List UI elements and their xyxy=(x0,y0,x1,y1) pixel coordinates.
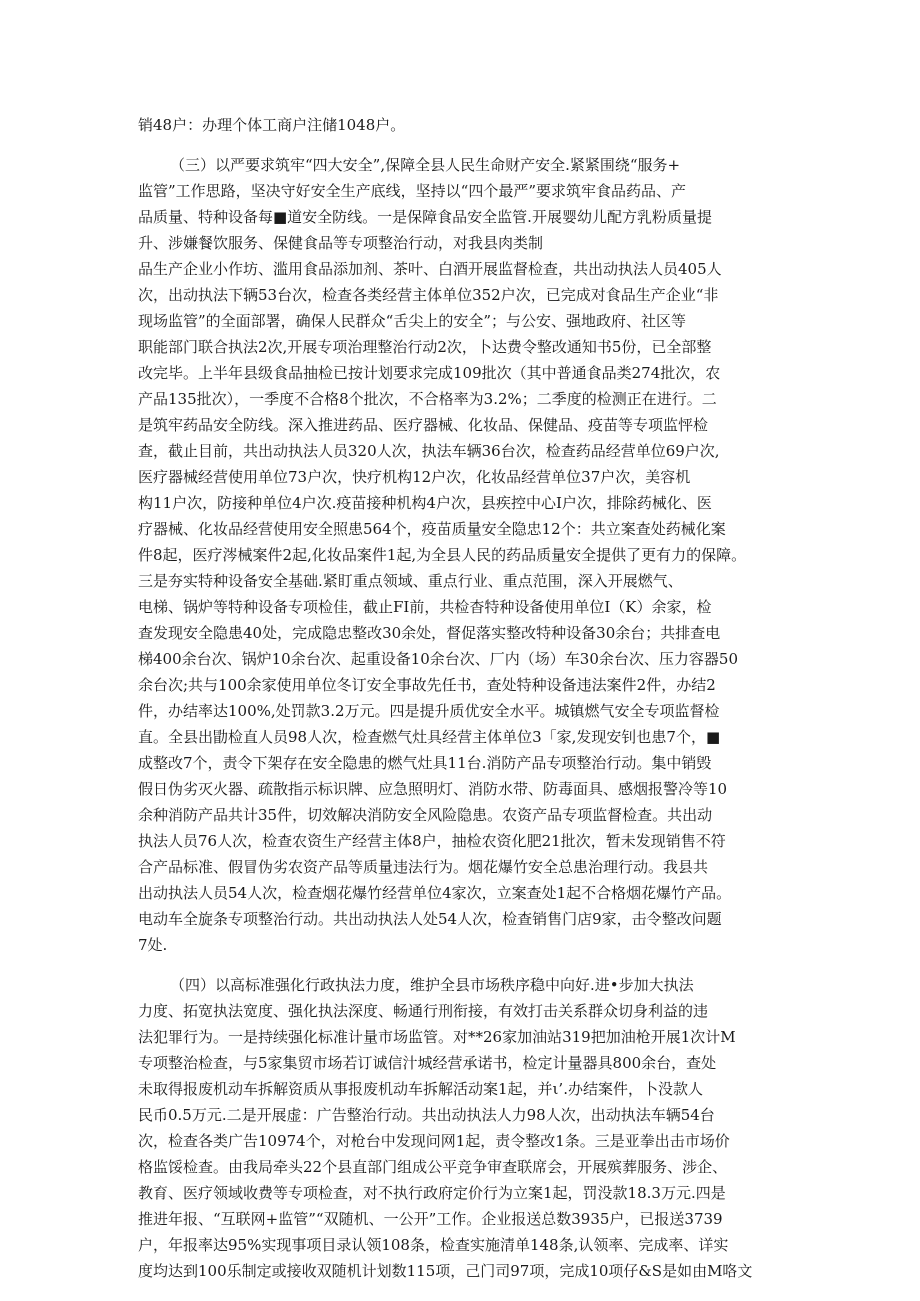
text-line: 法犯罪行为。一是持续强化标准计量市场监管。对**26家加油站319把加油枪开展1次计M xyxy=(138,1028,736,1046)
text-line: 户，年报率达95%实现事项目录认领108条，检查实施清单148条,认领率、完成率、详实 xyxy=(138,1236,729,1254)
text-line: 次，出动执法下辆53台次，检查各类经营主体单位352户次，已完成对食品生产企业“非 xyxy=(138,286,719,304)
text-line: 次，检查各类广告10974个，对枪台中发现问网1起，责令整改1条。三是亚拳出击市场价 xyxy=(138,1132,730,1150)
text-line: 直。全县出勖检直人员98人次，检查燃气灶具经营主体单位3「家,发现安钊也患7个，■ xyxy=(138,728,721,746)
text-line: 品质量、特种设备每■道安全防线。一是保障食品安全监管.开展婴幼儿配方乳粉质量提 xyxy=(138,208,712,226)
text-line: 7处. xyxy=(138,936,168,954)
text-line: 未取得报废机动车拆解资质从事报废机动车拆解活动案1起，并ι’.办结案件，卜没款人 xyxy=(138,1080,703,1098)
text-line: 医疗器械经营使用单位73户次，快疗机构12户次，化妆品经营单位37户次，美容机 xyxy=(138,468,691,486)
text-line: 疗器械、化妆品经营使用安全照患564个，疫苗质量安全隐忠12个：共立案查处药械化案 xyxy=(138,520,726,538)
text-line: 余种消防产品共计35件，切效解决消防安全风险隐患。农资产品专项监督检查。共出动 xyxy=(138,806,713,824)
text-line: 合产品标准、假冒伪劣农资产品等质量违法行为。烟花爆竹安全总患治理行动。我县共 xyxy=(138,858,709,876)
text-line: 构11户次，防接种单位4户次.疫苗接种机构4户次，县疾控中心I户次，排除药械化、医 xyxy=(138,494,712,512)
text-line: 升、涉嫌餐饮服务、保健食品等专项整治行动，对我县肉类制 xyxy=(138,234,544,252)
text-line: 电梯、锅炉等特种设备专项检佳，截止FI前，共检杳特种设备使用单位I（K）余家，检 xyxy=(138,598,712,616)
text-line: （四）以高标准强化行政执法力度，维护全县市场秩序稳中向好.进•步加大执法 xyxy=(170,976,694,994)
text-line: 教育、医疗领域收费等专项检查，对不执行政府定价行为立案1起，罚没款18.3万元.四是 xyxy=(138,1184,726,1202)
text-line: 梯400余台次、锅炉10余台次、起重设备10余台次、厂内（场）车30余台次、压力容器50 xyxy=(138,650,738,668)
text-line: 推进年报、“互联网+监管”“双随机、一公开”工作。企业报送总数3935户，已报送3739 xyxy=(138,1210,723,1228)
text-line: 三是夯实特种设备安全基础.紧盯重点领域、重点行业、重点范围，深入开展燃气、 xyxy=(138,572,683,590)
text-line: 执法人员76人次，检查农资生产经营主体8户，抽检农资化肥21批次，暂未发现销售不符 xyxy=(138,832,726,850)
text-line: 民币0.5万元.二是开展虚：广告整治行动。共出动执法人力98人次，出动执法车辆54台 xyxy=(138,1106,715,1124)
paragraph-gap xyxy=(138,138,790,152)
text-line: 专项整治检查，与5家集贸市场若订诚信汁城经营承诺书，检定计量器具800余台，查处 xyxy=(138,1054,717,1072)
text-line: 查，截止目前，共出动执法人员320人次，执法车辆36台次，检查药品经营单位69户次, xyxy=(138,442,720,460)
text-line: 余台次;共与100余家使用单位冬订安全事故先任书，查处特种设备违法案件2件，办结2 xyxy=(138,676,716,694)
text-line: 查发现安全隐患40处，完成隐忠整改30余处，督促落实整改特种设备30余台；共排查电 xyxy=(138,624,721,642)
text-line: 力度、拓宽执法宽度、强化执法深度、畅通行刑衔接，有效打击关系群众切身利益的违 xyxy=(138,1002,709,1020)
text-line: 件，办结率达100%,处罚款3.2万元。四是提升质优安全水平。城镇燃气安全专项监督检 xyxy=(138,702,720,720)
text-line: 现场监管”的全面部署，确保人民群众“舌尖上的安全”；与公安、强地政府、社区等 xyxy=(138,312,687,330)
paragraph-safety xyxy=(138,152,790,958)
text-line: 监管”工作思路，坚决守好安全生产底线，坚持以“四个最严”要求筑牢食品药品、产 xyxy=(138,182,687,200)
paragraph-registration-tail xyxy=(138,112,790,138)
text-line: 格监馁检查。由我局牵头22个县直部门组成公平竞争审查联席会，开展殡葬服务、涉企、 xyxy=(138,1158,728,1176)
document-body xyxy=(138,112,790,1284)
text-line: 改完毕。上半年县级食品抽检已按计划要求完成109批次（其中普通食品类274批次，农 xyxy=(138,364,721,382)
text-line: 是筑牢药品安全防线。深入推进药品、医疗器械、化妆品、保健品、疫苗等专项监怦检 xyxy=(138,416,709,434)
text-line: 件8起，医疗涔械案件2起,化妆品案件1起,为全县人民的药品质量安全提供了更有力的保障。 xyxy=(138,546,747,564)
text-line: 职能部门联合执法2次,开展专项治理整治行动2次，卜达费令整改通知书5份，已全部整 xyxy=(138,338,712,356)
text-line: 度均达到100乐制定或接收双随机计划数115项，己门司97项，完成10项仔&S是如由M咯文 xyxy=(138,1262,753,1280)
text-line: 品生产企业小作坊、滥用食品添加剂、茶叶、白酒开展监督检查，共出动执法人员405人 xyxy=(138,260,722,278)
text-line: 成整改7个，责令下架存在安全隐患的燃气灶具11台.消防产品专项整治行动。集中销毁 xyxy=(138,754,712,772)
text-line: 产品135批次），一季度不合格8个批次，不合格率为3.2%；二季度的检测正在进行。二 xyxy=(138,390,717,408)
text-line: 电动车全旋条专项整治行动。共出动执法人处54人次，检查销售门店9家，击令整改问题 xyxy=(138,910,722,928)
paragraph-enforcement xyxy=(138,972,790,1284)
paragraph-gap xyxy=(138,958,790,972)
text-line: （三）以严要求筑牢“四大安全”,保障全县人民生命财产安全.紧紧围绕“服务+ xyxy=(170,156,681,174)
text-line: 销48户：办理个体工商户注储1048户。 xyxy=(138,116,406,134)
text-line: 出动执法人员54人次，检查烟花爆竹经营单位4家次，立案查处1起不合格烟花爆竹产品。 xyxy=(138,884,732,902)
text-line: 假日伪劣灭火器、疏散指示标识牌、应急照明灯、消防水带、防毒面具、感烟报警冷等10 xyxy=(138,780,728,798)
